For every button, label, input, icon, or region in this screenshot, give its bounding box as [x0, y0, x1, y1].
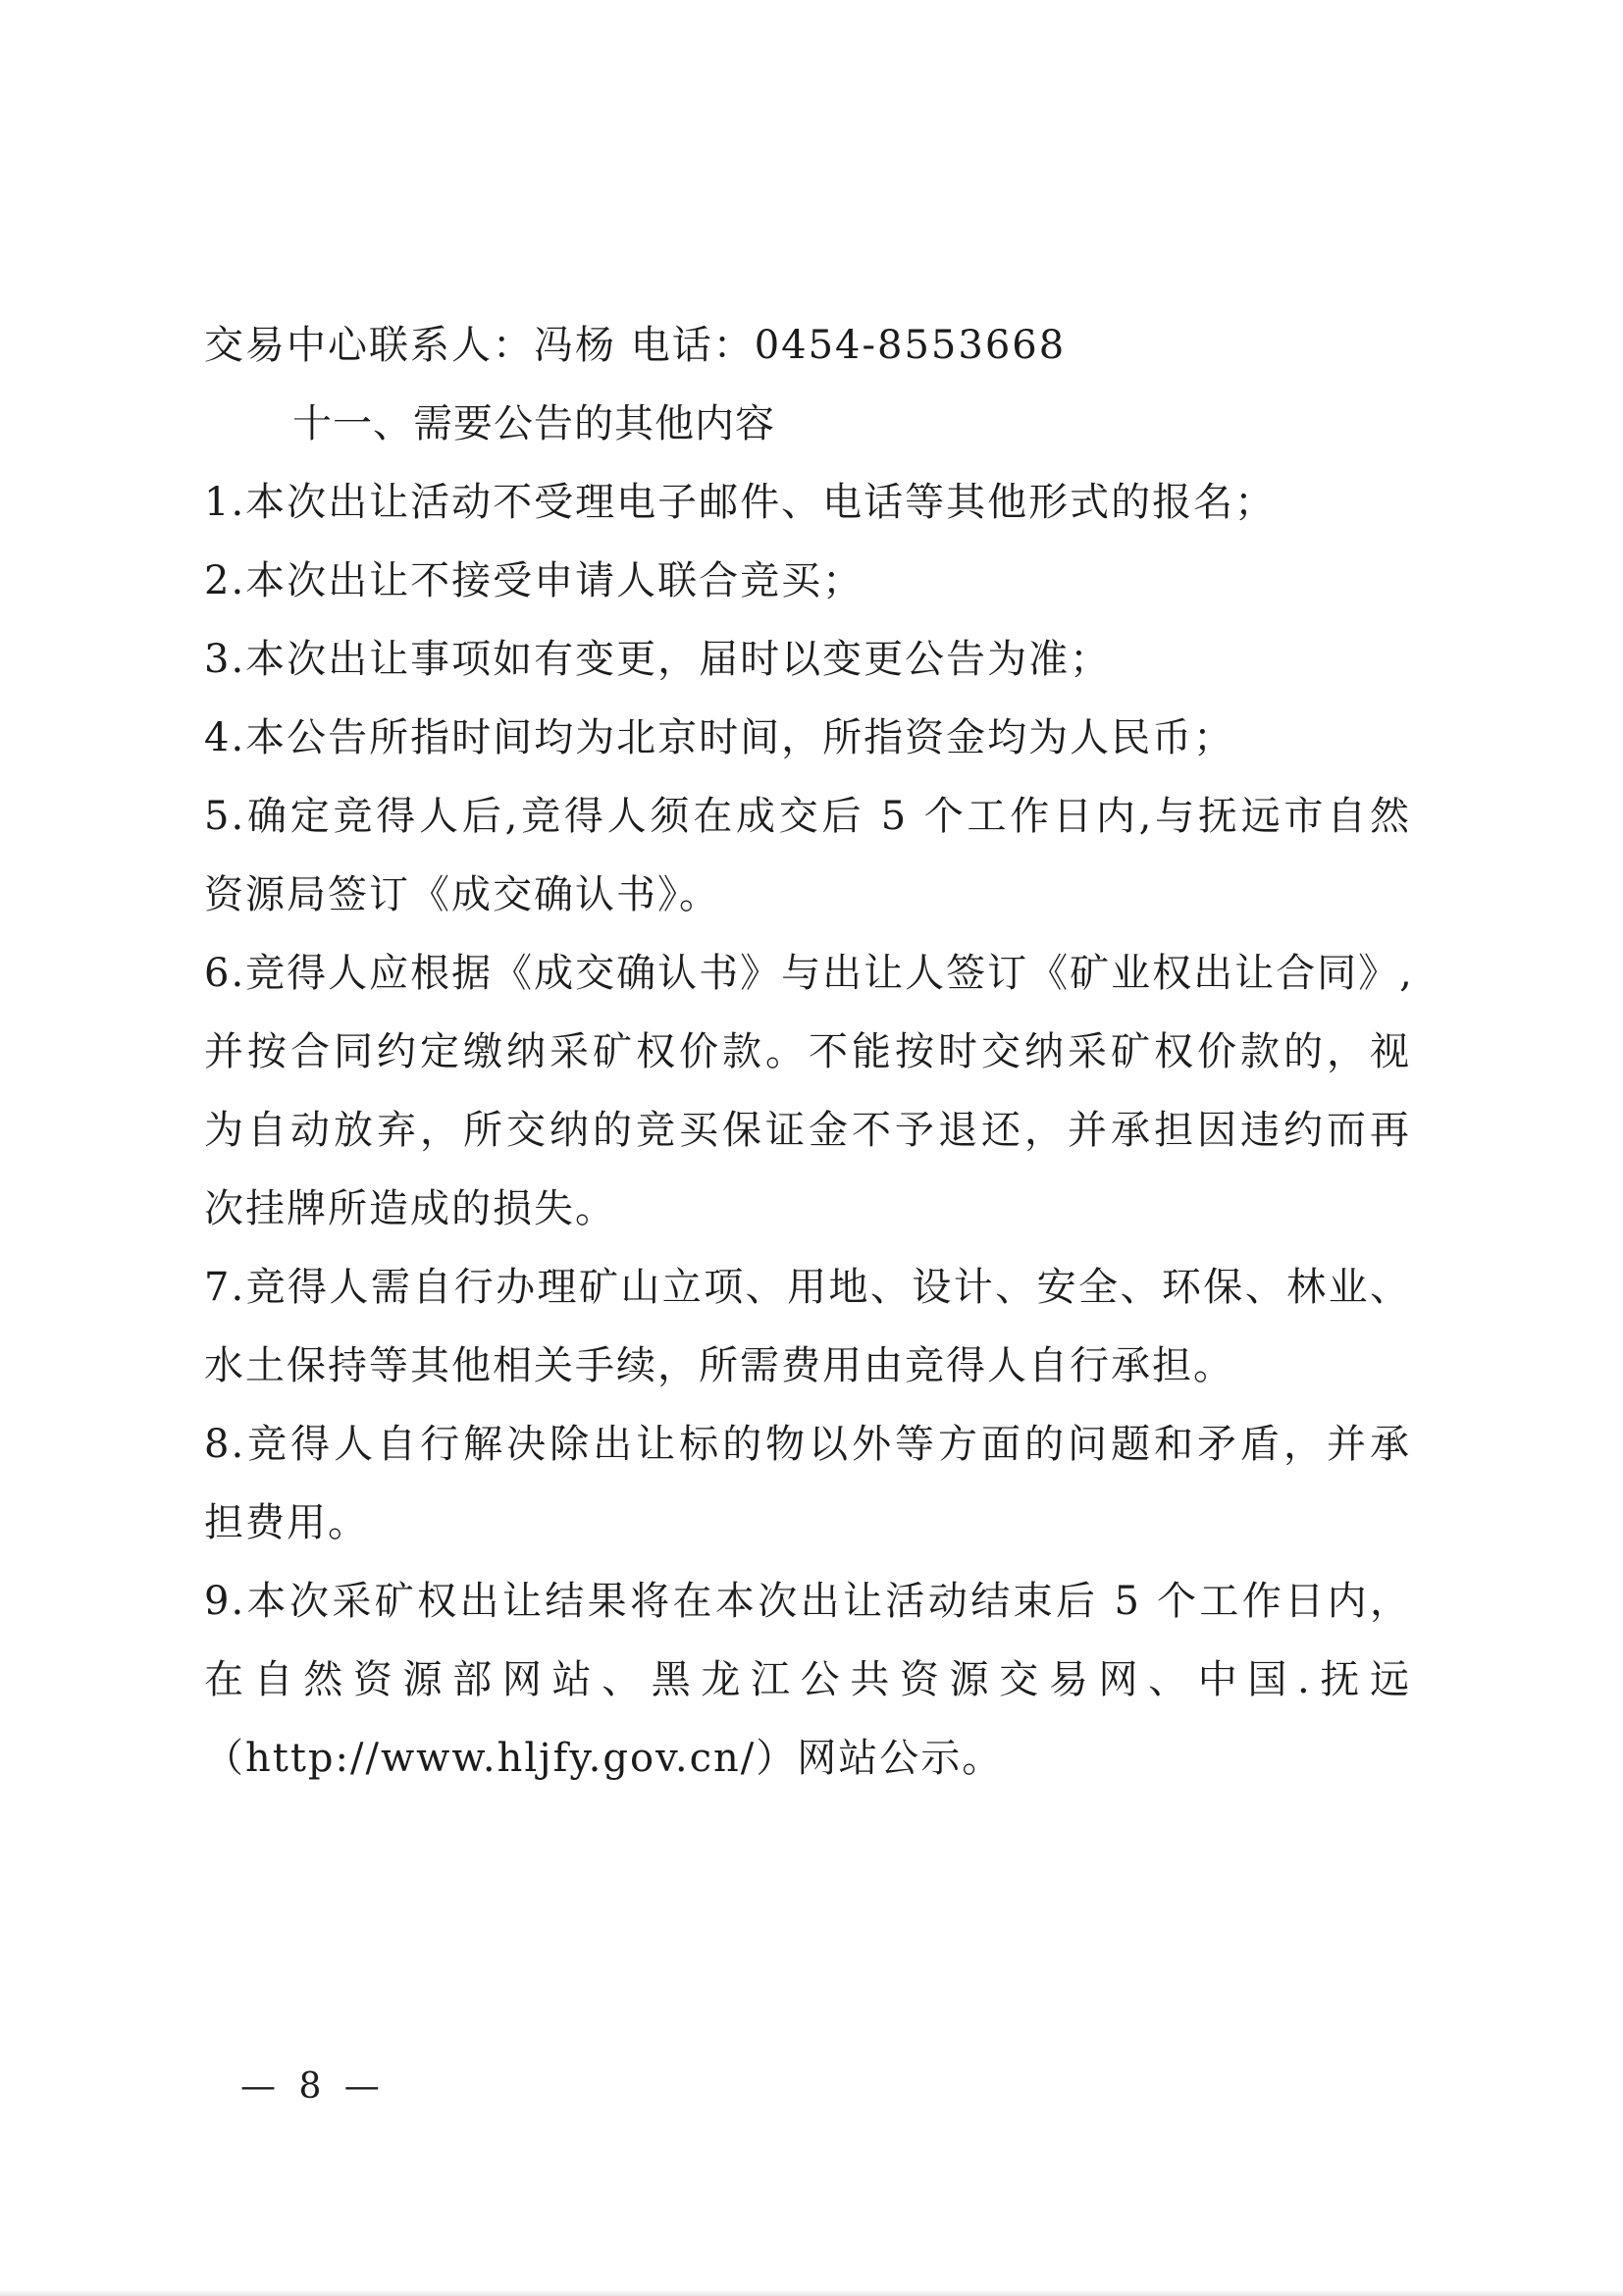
item-6-line-2: 并按合同约定缴纳采矿权价款。不能按时交纳采矿权价款的，视	[204, 1029, 1411, 1074]
contact-line: 交易中心联系人：冯杨 电话：0454-8553668	[204, 323, 1067, 368]
item-9-line-1: 9.本次采矿权出让结果将在本次出让活动结束后 5 个工作日内，	[204, 1579, 1411, 1624]
item-7-line-2: 水土保持等其他相关手续，所需费用由竞得人自行承担。	[204, 1343, 1234, 1388]
item-4-line: 4.本公告所指时间均为北京时间，所指资金均为人民币；	[204, 715, 1235, 760]
item-6-line-1: 6.竞得人应根据《成交确认书》与出让人签订《矿业权出让合同》,	[204, 951, 1414, 996]
item-8-line-1: 8.竞得人自行解决除出让标的物以外等方面的问题和矛盾，并承	[204, 1422, 1411, 1467]
section-heading: 十一、需要公告的其他内容	[292, 401, 775, 446]
item-2-line: 2.本次出让不接受申请人联合竞买；	[204, 558, 864, 603]
item-6-line-3: 为自动放弃，所交纳的竞买保证金不予退还，并承担因违约而再	[204, 1108, 1411, 1153]
item-6-line-4: 次挂牌所造成的损失。	[204, 1186, 616, 1231]
item-8-line-2: 担费用。	[204, 1500, 369, 1545]
item-7-line-1: 7.竞得人需自行办理矿山立项、用地、设计、安全、环保、林业、	[204, 1265, 1411, 1310]
item-1-line: 1.本次出让活动不受理电子邮件、电话等其他形式的报名；	[204, 480, 1277, 525]
document-body	[204, 306, 1414, 1798]
item-9-line-3: （http://www.hljfy.gov.cn/）网站公示。	[204, 1736, 1004, 1781]
item-9-line-2: 在自然资源部网站、黑龙江公共资源交易网、中国.抚远	[204, 1657, 1411, 1702]
page-number: — 8 —	[240, 2066, 386, 2107]
item-5-line-2: 资源局签订《成交确认书》。	[204, 872, 720, 917]
page-bottom-edge	[0, 2290, 1623, 2296]
item-3-line: 3.本次出让事项如有变更，届时以变更公告为准；	[204, 637, 1112, 682]
item-5-line-1: 5.确定竞得人后,竞得人须在成交后 5 个工作日内,与抚远市自然	[204, 794, 1411, 839]
